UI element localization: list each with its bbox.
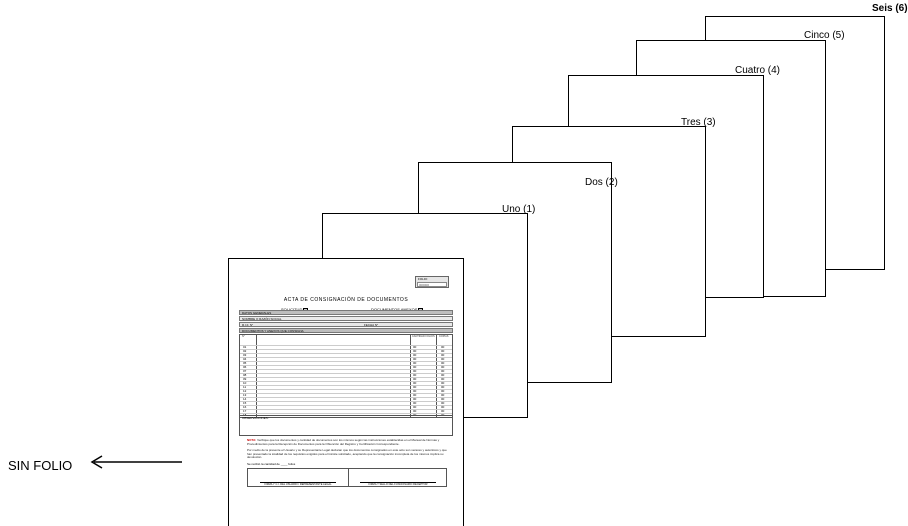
row-copias: 00 (441, 381, 445, 385)
row-folios: 00 (413, 345, 417, 349)
row-copias: 00 (441, 349, 445, 353)
arrow-left-icon (88, 455, 184, 469)
row-copias: 00 (441, 389, 445, 393)
row-number: 09 (243, 377, 247, 381)
row-copias: 00 (441, 385, 445, 389)
row-folios: 00 (413, 409, 417, 413)
row-number: 04 (243, 357, 247, 361)
row-copias: 00 (441, 393, 445, 397)
table-header-n: N° (242, 335, 245, 338)
folio-label: FOLIO: (418, 277, 428, 281)
row-folios: 00 (413, 381, 417, 385)
row-copias: 00 (441, 377, 445, 381)
row-copias: 00 (441, 413, 445, 417)
nota-text (247, 439, 447, 446)
row-number: 13 (243, 393, 247, 397)
row-folios: 00 (413, 385, 417, 389)
sheet-one-label: Uno (1) (502, 204, 536, 215)
row-number: 07 (243, 369, 247, 373)
folio-box (415, 276, 449, 288)
row-folios: 00 (413, 353, 417, 357)
row-folios: 00 (413, 393, 417, 397)
nota-label: NOTA: (247, 438, 257, 442)
row-number: 06 (243, 365, 247, 369)
signature-user: FIRMA Y C.I. DEL USUARIO / REPRESENTANTE LEGAL (260, 482, 336, 486)
bar-nombre: NOMBRE O RAZÓN SOCIAL (239, 316, 453, 321)
row-number: 01 (243, 345, 247, 349)
row-folios: 00 (413, 389, 417, 393)
row-copias: 00 (441, 365, 445, 369)
row-number: 08 (243, 373, 247, 377)
row-number: 02 (243, 349, 247, 353)
sheet-three-label: Tres (3) (681, 117, 716, 128)
rif-label: R.I.F. N° (242, 323, 254, 327)
row-number: 03 (243, 353, 247, 357)
row-folios: 00 (413, 397, 417, 401)
row-number: 11 (243, 385, 247, 389)
row-copias: 00 (441, 397, 445, 401)
bar-rif (239, 322, 453, 327)
row-copias: 00 (441, 353, 445, 357)
row-copias: 00 (441, 361, 445, 365)
sheet-five-label: Cinco (5) (804, 30, 845, 41)
signature-officer: FIRMA Y SELLO DEL FUNCIONARIO RECEPTOR (360, 482, 436, 486)
fecha-label: FECHA N° (364, 323, 379, 327)
row-folios: 00 (413, 401, 417, 405)
row-number: 12 (243, 389, 247, 393)
row-number: 05 (243, 361, 247, 365)
bar-documentos: DOCUMENTOS Y ANEXOS QUE CONSIGNA (239, 328, 453, 333)
row-folios: 00 (413, 365, 417, 369)
sin-folio-label: SIN FOLIO (8, 458, 73, 473)
row-number: 18 (243, 413, 247, 417)
sheet-two-label: Dos (2) (585, 177, 618, 188)
folio-value: 000000 (417, 282, 447, 287)
row-copias: 00 (441, 409, 445, 413)
observaciones-box (239, 415, 453, 436)
row-number: 15 (243, 401, 247, 405)
row-folios: 00 (413, 357, 417, 361)
row-number: 14 (243, 397, 247, 401)
row-copias: 00 (441, 345, 445, 349)
sheet-four-label: Cuatro (4) (735, 65, 781, 76)
row-folios: 00 (413, 373, 417, 377)
table-header-folios: CANTIDAD FOLIOS (412, 335, 435, 338)
signature-box (247, 468, 447, 487)
documents-table (239, 334, 453, 418)
front-document-sheet (228, 258, 464, 526)
row-copias: 00 (441, 405, 445, 409)
row-number: 16 (243, 405, 247, 409)
document-title: ACTA DE CONSIGNACIÓN DE DOCUMENTOS (283, 297, 409, 303)
row-folios: 00 (413, 405, 417, 409)
table-header-copias: COPIAS (439, 335, 449, 338)
row-folios: 00 (413, 413, 417, 417)
sheet-six-label: Seis (6) (872, 3, 908, 14)
declaration-paragraph: Por medio de la presente el Usuario y su Representante Legal declaran que los documentos consignados en este acto son veraces y auténticos y que han presentado la totalidad de los requisitos exigidos para el trámite solicitado, aceptando que la consignación incompleta de los mismos implica su devolución. (247, 448, 447, 460)
nota-body: Verifique que los documentos y cantidad de documentos son los mismos según las instrucciones establecidas en el Manual de Normas y Procedimientos para la Recepción de Documentos para la Obtención del Registro y Certificación Correspondiente. (247, 438, 440, 446)
row-number: 17 (243, 409, 247, 413)
row-folios: 00 (413, 369, 417, 373)
row-copias: 00 (441, 401, 445, 405)
row-copias: 00 (441, 373, 445, 377)
row-number: 10 (243, 381, 247, 385)
row-folios: 00 (413, 349, 417, 353)
row-copias: 00 (441, 357, 445, 361)
bar-datos-generales: DATOS GENERALES (239, 310, 453, 315)
row-folios: 00 (413, 377, 417, 381)
observaciones-label: OBSERVACIONES: (242, 416, 269, 420)
recibe-line: Se recibió la cantidad de ____ folios (247, 462, 296, 466)
row-folios: 00 (413, 361, 417, 365)
row-copias: 00 (441, 369, 445, 373)
